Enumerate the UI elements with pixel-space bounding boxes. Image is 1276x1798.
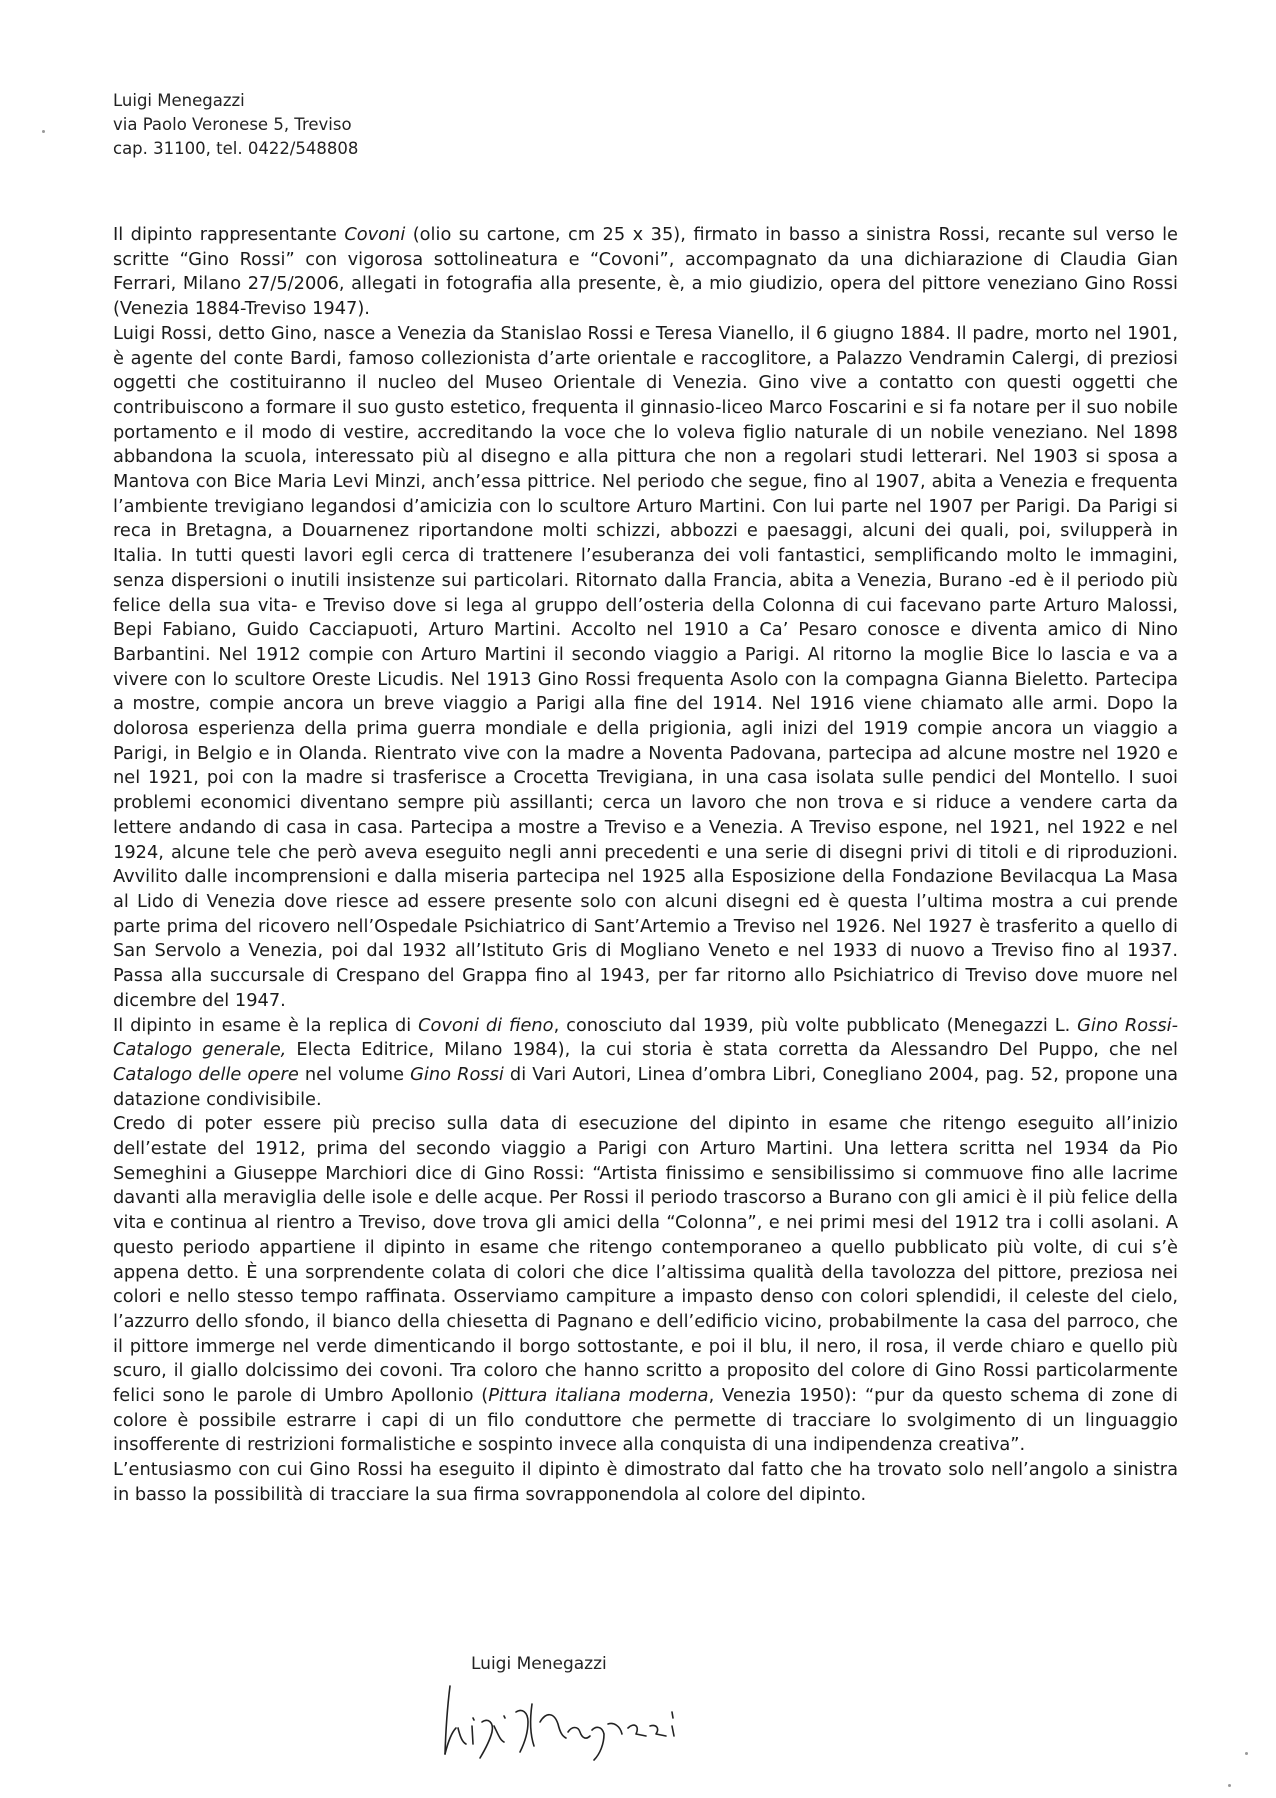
body-text-run: di Vari Autori, Linea d’ombra Libri, Conegliano 2004, pag. 52, propone una datazione condivisibile. <box>113 1063 1178 1110</box>
italic-title-text: Gino Rossi <box>410 1063 504 1085</box>
body-text-run: nel volume <box>298 1063 411 1085</box>
italic-title-text: Gino Rossi-Catalogo generale, <box>113 1014 1179 1061</box>
paragraph-2 <box>113 322 1178 1014</box>
paragraph-1 <box>113 223 1178 322</box>
sender-name: Luigi Menegazzi <box>113 91 245 110</box>
italic-title-text: Catalogo delle opere <box>113 1063 299 1085</box>
italic-title-text: Covoni di fieno <box>418 1014 554 1036</box>
body-text-run: Credo di poter essere più preciso sulla data di esecuzione del dipinto in esame che ritengo eseguito all’inizio dell’estate del 1912, prima del secondo viaggio a Parigi con Arturo Martini. Una lettera scritta nel 1934 da Pio Semeghini a Giuseppe Marchiori dice di Gino Rossi: “Artista finissimo e sensibilissimo si commuove fino alle lacrime davanti alla meraviglia delle isole e delle acque. Per Rossi il periodo trascorso a Burano con gli amici è il più felice della vita e continua al rientro a Treviso, dove trova gli amici della “Colonna”, e nei primi mesi del 1912 tra i colli asolani. A questo periodo appartiene il dipinto in esame che ritengo contemporaneo a quello pubblicato più volte, di cui s’è appena detto. È una sorprendente colata di colori che dice l’altissima qualità della tavolozza del pittore, preziosa nei colori e nello stesso tempo raffinata. Osserviamo campiture a impasto denso con colori splendidi, il celeste del cielo, l’azzurro dello sfondo, il bianco della chiesetta di Pagnano e dell’edificio vicino, probabilmente la casa del parroco, che il pittore immerge nel verde dimenticando il borgo sottostante, e poi il blu, il nero, il rosa, il verde chiaro e quello più scuro, il giallo dolcissimo dei covoni. Tra coloro che hanno scritto a proposito del colore di Gino Rossi particolarmente felici sono le parole di Umbro Apollonio ( <box>113 1113 1178 1407</box>
letter-body <box>113 223 1178 1508</box>
closing-name: Luigi Menegazzi <box>471 1654 607 1674</box>
paragraph-4 <box>113 1112 1178 1458</box>
body-text-run: Il dipinto rappresentante <box>113 224 345 245</box>
body-text-run: , Venezia 1950): “pur da questo schema di zone di colore è possibile estrarre i capi di un filo conduttore che permette di tracciare lo svolgimento di un linguaggio insofferente di restrizioni formalistiche e sospinto invece alla conquista di una indipendenza creativa”. <box>113 1385 1178 1456</box>
body-text-run: , conosciuto dal 1939, più volte pubblicato (Menegazzi L. <box>553 1014 1078 1036</box>
paragraph-5 <box>113 1458 1178 1507</box>
body-text-run: (olio su cartone, cm 25 x 35), firmato in basso a sinistra Rossi, recante sul verso le scritte “Gino Rossi” con vigorosa sottolineatura e “Covoni”, accompagnato da una dichiarazione di Claudia Gian Ferrari, Milano 27/5/2006, allegati in fotografia alla presente, è, a mio giudizio, opera del pittore veneziano Gino Rossi (Venezia 1884-Treviso 1947). <box>113 224 1178 320</box>
handwritten-signature <box>436 1682 736 1762</box>
body-text-run: Luigi Rossi, detto Gino, nasce a Venezia da Stanislao Rossi e Teresa Vianello, il 6 giugno 1884. Il padre, morto nel 1901, è agente del conte Bardi, famoso collezionista d’arte orientale e raccoglitore, a Palazzo Vendramin Calergi, di preziosi oggetti che costituiranno il nucleo del Museo Orientale di Venezia. Gino vive a contatto con questi oggetti che contribuiscono a formare il suo gusto estetico, frequenta il ginnasio-liceo Marco Foscarini e si fa notare per il suo nobile portamento e il modo di vestire, accreditando la voce che lo voleva figlio naturale di un nobile veneziano. Nel 1898 abbandona la scuola, interessato più al disegno e alla pittura che non a regolari studi letterari. Nel 1903 si sposa a Mantova con Bice Maria Levi Minzi, anch’essa pittrice. Nel periodo che segue, fino al 1907, abita a Venezia e frequenta l’ambiente trevigiano legandosi d’amicizia con lo scultore Arturo Martini. Con lui parte nel 1907 per Parigi. Da Parigi si reca in Bretagna, a Douarnenez riportandone molti schizzi, abbozzi e paesaggi, alcuni dei quali, poi, svilupperà in Italia. In tutti questi lavori egli cerca di trattenere l’esuberanza dei voli fantastici, semplificando molto le immagini, senza dispersioni o inutili insistenze sui particolari. Ritornato dalla Francia, abita a Venezia, Burano -ed è il periodo più felice della sua vita- e Treviso dove si lega al gruppo dell’osteria della Colonna di cui facevano parte Arturo Malossi, Bepi Fabiano, Guido Cacciapuoti, Arturo Martini. Accolto nel 1910 a Ca’ Pesaro conosce e diventa amico di Nino Barbantini. Nel 1912 compie con Arturo Martini il secondo viaggio a Parigi. Al ritorno la moglie Bice lo lascia e va a vivere con lo scultore Oreste Licudis. Nel 1913 Gino Rossi frequenta Asolo con la compagna Gianna Bieletto. Partecipa a mostre, compie ancora un breve viaggio a Parigi alla fine del 1914. Nel 1916 viene chiamato alle armi. Dopo la dolorosa esperienza della prima guerra mondiale e della prigionia, agli inizi del 1919 compie ancora un viaggio a Parigi, in Belgio e in Olanda. Rientrato vive con la madre a Noventa Padovana, partecipa ad alcune mostre nel 1920 e nel 1921, poi con la madre si trasferisce a Crocetta Trevigiana, in una casa isolata sulle pendici del Montello. I suoi problemi economici diventano sempre più assillanti; cerca un lavoro che non trova e si riduce a vendere carta da lettere andando di casa in casa. Partecipa a mostre a Treviso e a Venezia. A Treviso espone, nel 1921, nel 1922 e nel 1924, alcune tele che però aveva eseguito negli anni precedenti e una serie di disegni privi di titoli e di riproduzioni. Avvilito dalle incomprensioni e dalla miseria partecipa nel 1925 alla Esposizione della Fondazione Bevilacqua La Masa al Lido di Venezia dove riesce ad essere presente solo con alcuni disegni ed è questa l’ultima mostra a cui prende parte prima del ricovero nell’Ospedale Psichiatrico di Sant’Artemio a Treviso nel 1926. Nel 1927 è trasferito a quello di San Servolo a Venezia, poi dal 1932 all’Istituto Gris di Mogliano Veneto e nel 1933 di nuovo a Treviso fino al 1937. Passa alla succursale di Crespano del Grappa fino al 1943, per far ritorno allo Psichiatrico di Treviso dove muore nel dicembre del 1947. <box>113 322 1178 1011</box>
body-text-run: Il dipinto in esame è la replica di <box>113 1014 419 1036</box>
sender-block <box>113 89 358 161</box>
sender-address: via Paolo Veronese 5, Treviso <box>113 115 352 134</box>
sender-contact: cap. 31100, tel. 0422/548808 <box>113 139 359 158</box>
italic-title-text: Pittura italiana moderna <box>488 1385 709 1407</box>
body-text-run: Electa Editrice, Milano 1984), la cui storia è stata corretta da Alessandro Del Puppo, che nel <box>286 1039 1178 1061</box>
paragraph-3 <box>113 1014 1178 1113</box>
italic-title-text: Covoni <box>344 224 406 245</box>
body-text-run: L’entusiasmo con cui Gino Rossi ha eseguito il dipinto è dimostrato dal fatto che ha trovato solo nell’angolo a sinistra in basso la possibilità di tracciare la sua firma sovrapponendola al colore del dipinto. <box>113 1459 1178 1505</box>
